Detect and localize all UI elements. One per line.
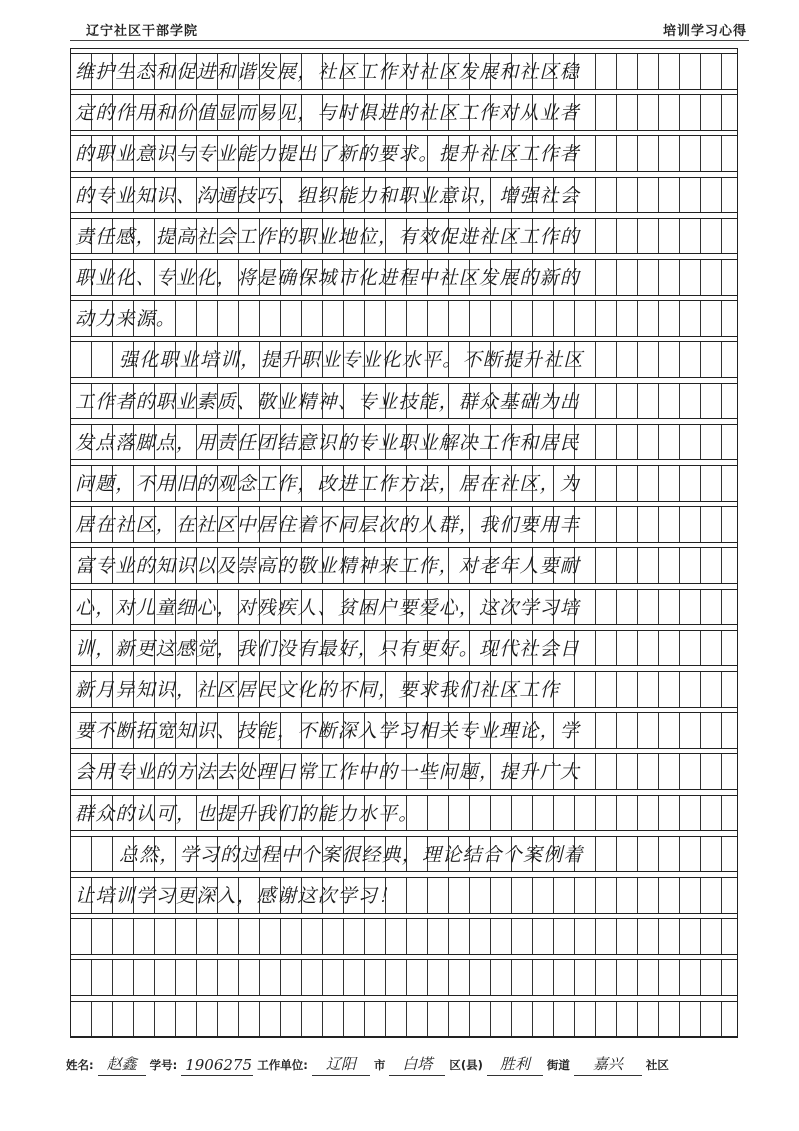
handwritten-line: 要不断拓宽知识、技能，不断深入学习相关专业理论，学 xyxy=(75,720,581,743)
student-id-value: 1906275 xyxy=(181,1056,253,1076)
handwritten-line: 群众的认可，也提升我们的能力水平。 xyxy=(75,802,419,825)
handwritten-line: 责任感，提高社会工作的职业地位，有效促进社区工作的 xyxy=(75,225,581,248)
header-divider xyxy=(70,40,749,41)
handwritten-line: 居在社区，在社区中居住着不同层次的人群，我们要用丰 xyxy=(75,514,581,537)
street-label: 街道 xyxy=(546,1058,570,1072)
handwritten-line: 工作者的职业素质、敬业精神、专业技能，群众基础为出 xyxy=(75,390,581,413)
grid-row xyxy=(71,712,737,749)
district-label: 区(县) xyxy=(449,1058,483,1072)
grid-row xyxy=(71,877,737,914)
handwritten-line: 会用专业的方法去处理日常工作中的一些问题，提升广大 xyxy=(75,761,581,784)
handwritten-line: 新月异知识，社区居民文化的不同，要求我们社区工作 xyxy=(75,679,560,701)
handwritten-line: 让培训学习更深入，感谢这次学习！ xyxy=(75,885,399,907)
student-id-label: 学号: xyxy=(149,1058,178,1072)
handwritten-line: 动力来源。 xyxy=(75,308,177,331)
handwritten-line: 富专业的知识以及崇高的敬业精神来工作，对老年人要耐 xyxy=(75,555,581,578)
grid-row xyxy=(71,630,737,667)
grid-row xyxy=(71,383,737,420)
handwritten-line: 发点落脚点，用责任团结意识的专业职业解决工作和居民 xyxy=(75,431,581,454)
grid-row xyxy=(71,424,737,461)
handwritten-line: 总然，学习的过程中个案很经典，理论结合个案例着 xyxy=(119,843,584,866)
handwritten-line: 维护生态和促进和谐发展，社区工作对社区发展和社区稳 xyxy=(75,61,581,83)
grid-row xyxy=(71,671,737,708)
grid-row xyxy=(71,795,737,832)
community-label: 社区 xyxy=(645,1058,669,1072)
handwritten-line: 的职业意识与专业能力提出了新的要求。提升社区工作者 xyxy=(75,143,581,166)
writing-grid xyxy=(70,48,738,1038)
grid-row xyxy=(71,53,737,90)
work-unit-label: 工作单位: xyxy=(257,1058,308,1072)
community-value: 嘉兴 xyxy=(574,1053,642,1076)
handwritten-line: 的专业知识、沟通技巧、组织能力和职业意识，增强社会 xyxy=(75,184,581,207)
grid-row xyxy=(71,753,737,790)
footer-info xyxy=(66,1048,749,1076)
name-label: 姓名: xyxy=(66,1058,94,1072)
name-value: 赵鑫 xyxy=(98,1053,146,1076)
handwritten-line: 强化职业培训，提升职业专业化水平。不断提升社区 xyxy=(119,349,584,372)
grid-row xyxy=(71,94,737,131)
grid-row xyxy=(71,465,737,502)
grid-row xyxy=(71,959,737,996)
city-label: 市 xyxy=(373,1058,386,1072)
header-institution: 辽宁社区干部学院 xyxy=(86,24,199,39)
handwritten-line: 职业化、专业化，将是确保城市化进程中社区发展的新的 xyxy=(75,267,581,289)
handwritten-line: 训，新更这感觉，我们没有最好，只有更好。现代社会日 xyxy=(75,637,581,660)
grid-row xyxy=(71,918,737,955)
grid-row xyxy=(71,300,737,337)
grid-row xyxy=(71,177,737,214)
grid-row xyxy=(71,506,737,543)
handwritten-line: 定的作用和价值显而易见，与时俱进的社区工作对从业者 xyxy=(75,102,581,125)
grid-row xyxy=(71,341,737,378)
handwritten-line: 问题，不用旧的观念工作，改进工作方法，居在社区，为 xyxy=(75,473,581,495)
grid-row xyxy=(71,259,737,296)
grid-row xyxy=(71,589,737,626)
district-value: 白塔 xyxy=(389,1053,445,1076)
handwritten-line: 心，对儿童细心，对残疾人、贫困户要爱心，这次学习培 xyxy=(75,596,581,619)
street-value: 胜利 xyxy=(487,1053,543,1076)
grid-row xyxy=(71,547,737,584)
grid-row xyxy=(71,218,737,255)
city-value: 辽阳 xyxy=(312,1053,370,1076)
grid-row xyxy=(71,1001,737,1038)
grid-row xyxy=(71,836,737,873)
header-doc-title: 培训学习心得 xyxy=(662,24,747,39)
grid-row xyxy=(71,135,737,172)
